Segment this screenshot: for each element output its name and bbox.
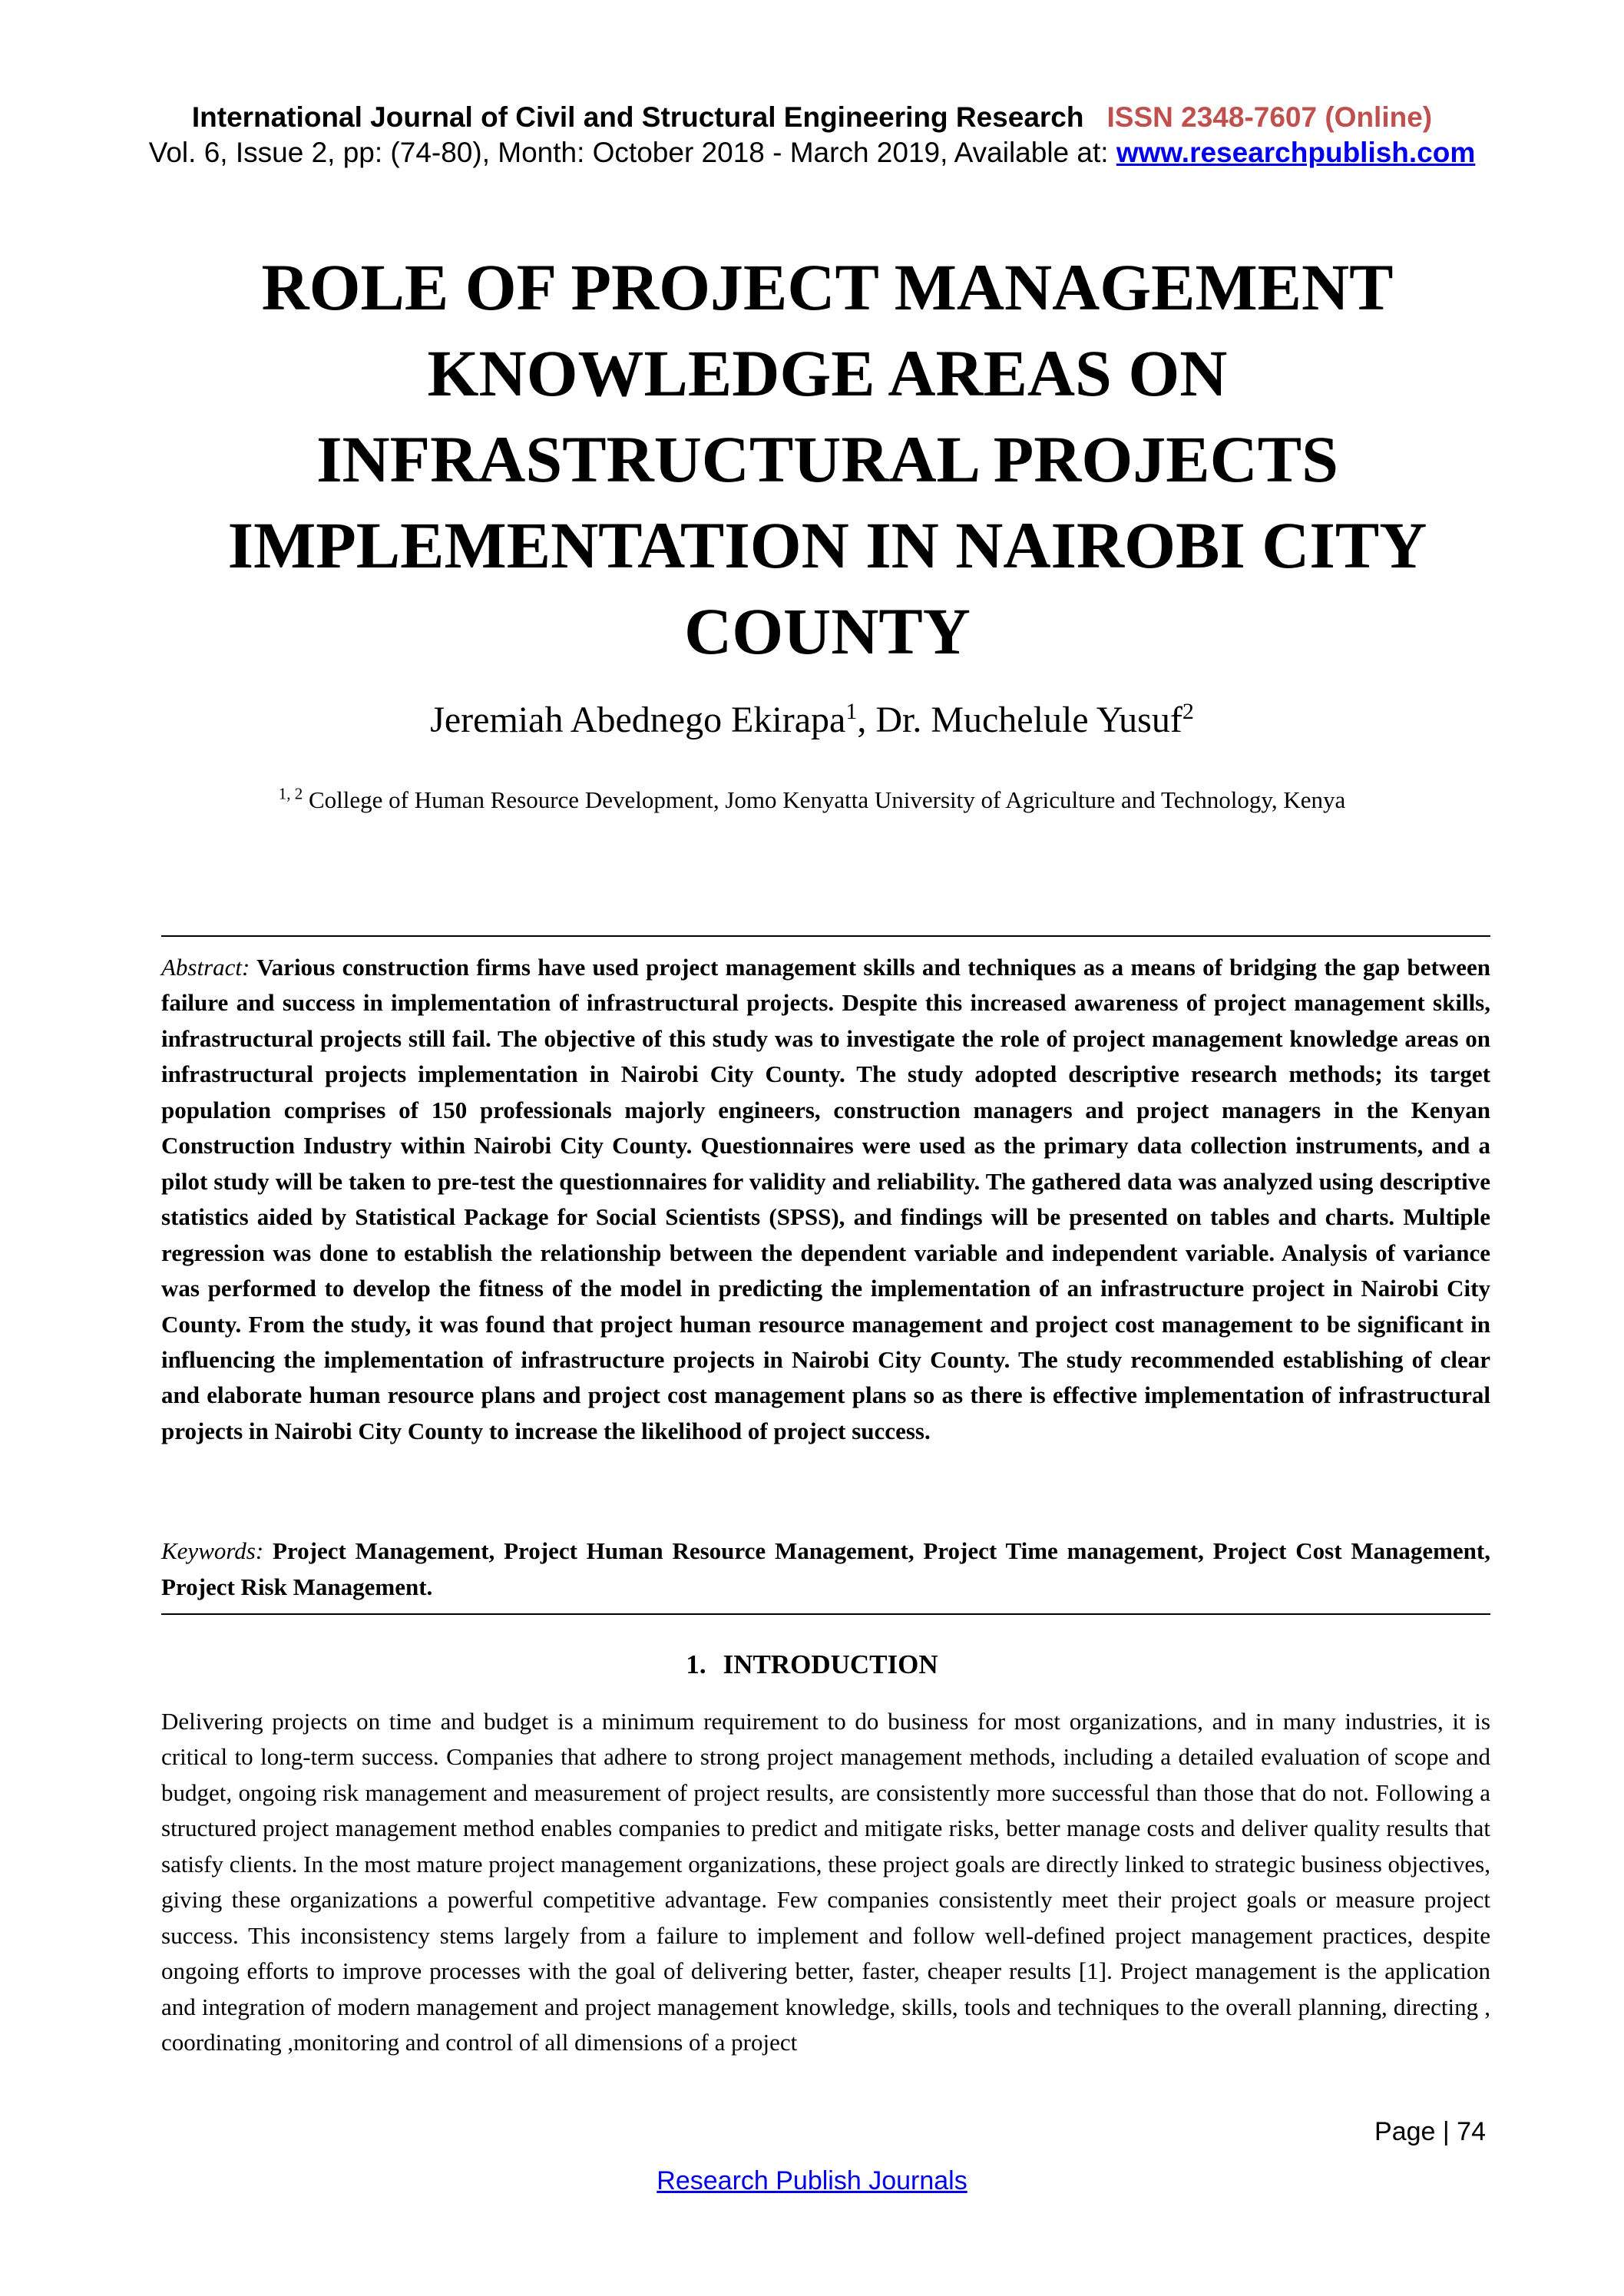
author-affiliation-mark: 2 — [1182, 699, 1194, 724]
section-heading — [0, 1648, 1624, 1682]
introduction-paragraph: Delivering projects on time and budget is a minimum requirement to do business for most organizations, and in many industries, it is critical to long-term success. Companies that adhere to strong project management methods, including a detailed evaluation of scope and budget, ongoing risk management and measurement of project results, are consistently more successful than those that do not. Following a structured project management method enables companies to predict and mitigate risks, better manage costs and deliver quality results that satisfy clients. In the most mature project management organizations, these project goals are directly linked to strategic business objectives, giving these organizations a powerful competitive advantage. Few companies consistently meet their project goals or measure project success. This inconsistency stems largely from a failure to implement and follow well-defined project management practices, despite ongoing efforts to improve processes with the goal of delivering better, faster, cheaper results [1]. Project management is the application and integration of modern management and project management knowledge, skills, tools and techniques to the overall planning, directing , coordinating ,monitoring and control of all dimensions of a project — [161, 1708, 1490, 2056]
issn-label: ISSN 2348-7607 (Online) — [1106, 101, 1433, 133]
affiliation — [0, 783, 1624, 817]
website-link[interactable]: www.researchpublish.com — [1116, 137, 1476, 168]
abstract-block — [161, 950, 1490, 1449]
affiliation-mark: 1, 2 — [278, 784, 303, 803]
author-list — [0, 697, 1624, 743]
abstract-text: Various construction firms have used project management skills and techniques as a means of bridging the gap between failure and success in implementation of infrastructural projects. Despite this increased awareness of project management skills, infrastructural projects still fail. The objective of this study was to investigate the role of project management knowledge areas on infrastructural projects implementation in Nairobi City County. The study adopted descriptive research methods; its target population comprises of 150 professionals majorly engineers, construction managers and project managers in the Kenyan Construction Industry within Nairobi City County. Questionnaires were used as the primary data collection instruments, and a pilot study will be taken to pre-test the questionnaires for validity and reliability. The gathered data was analyzed using descriptive statistics aided by Statistical Package for Social Scientists (SPSS), and findings will be presented on tables and charts. Multiple regression was done to establish the relationship between the dependent variable and independent variable. Analysis of variance was performed to develop the fitness of the model in predicting the implementation of an infrastructure project in Nairobi City County. From the study, it was found that project human resource management and project cost management to be significant in influencing the implementation of infrastructure projects in Nairobi City County. The study recommended establishing of clear and elaborate human resource plans and project cost management plans so as there is effective implementation of infrastructural projects in Nairobi City County to increase the likelihood of project success. — [161, 954, 1490, 1444]
paper-title: ROLE OF PROJECT MANAGEMENT KNOWLEDGE AREAS ON INFRASTRUCTURAL PROJECTS IMPLEMENTATION IN NAIROBI CITY COUNTY — [227, 250, 1427, 668]
affiliation-text: College of Human Resource Development, Jomo Kenyatta University of Agriculture and Technology, Kenya — [308, 786, 1346, 813]
abstract-top-rule — [161, 935, 1490, 937]
volume-info: Vol. 6, Issue 2, pp: (74-80), Month: October 2018 - March 2019, Available at: — [148, 137, 1109, 168]
author-separator: , — [857, 700, 876, 740]
footer — [0, 2164, 1624, 2198]
keywords-block — [161, 1533, 1490, 1605]
author-affiliation-mark: 1 — [845, 699, 858, 724]
abstract-bottom-rule — [161, 1613, 1490, 1615]
abstract-label: Abstract: — [161, 954, 250, 981]
running-header-journal — [0, 100, 1624, 135]
author-name: Dr. Muchelule Yusuf — [875, 700, 1182, 740]
running-header-volume — [0, 135, 1624, 170]
section-number: 1. — [686, 1649, 706, 1679]
keywords-text: Project Management, Project Human Resource Management, Project Time management, Project Cost Management, Project Risk Management. — [161, 1537, 1490, 1600]
section-title: INTRODUCTION — [723, 1649, 938, 1679]
footer-link[interactable]: Research Publish Journals — [657, 2166, 967, 2195]
keywords-label: Keywords: — [161, 1537, 264, 1564]
page-number: Page | 74 — [1374, 2117, 1486, 2146]
journal-name: International Journal of Civil and Structural Engineering Research — [191, 101, 1084, 133]
author-name: Jeremiah Abednego Ekirapa — [430, 700, 846, 740]
